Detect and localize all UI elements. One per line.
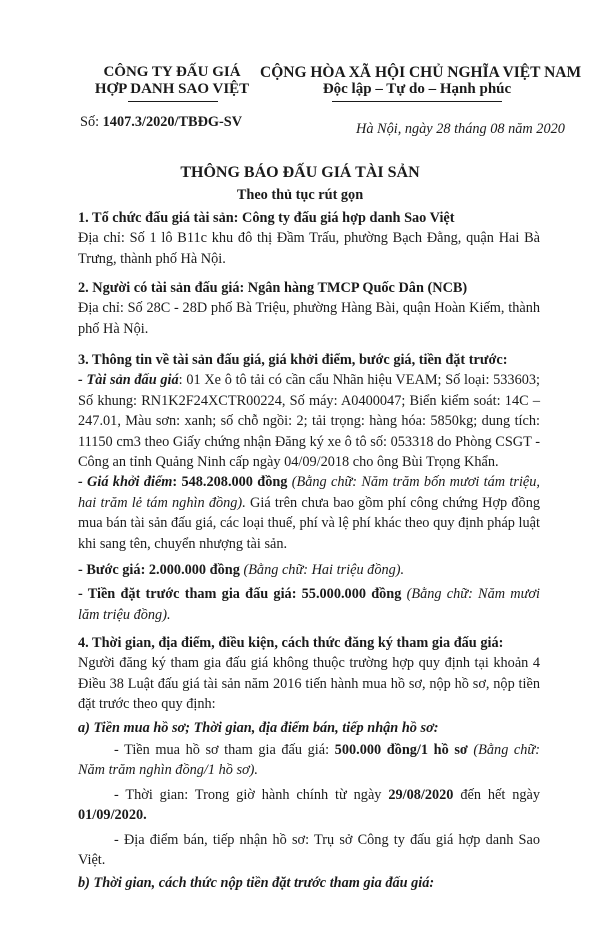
company-name-line2: HỢP DANH SAO VIỆT bbox=[94, 81, 250, 97]
section-2 bbox=[78, 278, 540, 339]
section-3 bbox=[78, 350, 540, 625]
fee-paragraph: - Tiền mua hồ sơ tham gia đấu giá: 500.000 đồng/1 hồ sơ (Bằng chữ: Năm trăm nghìn đồng/1 hồ sơ). bbox=[78, 742, 540, 779]
document-title: THÔNG BÁO ĐẤU GIÁ TÀI SẢN bbox=[180, 164, 420, 181]
section-2-address: Địa chỉ: Số 28C - 28D phố Bà Triệu, phường Hàng Bài, quận Hoàn Kiếm, thành phố Hà Nội. bbox=[78, 300, 540, 337]
national-motto: Độc lập – Tự do – Hạnh phúc bbox=[322, 81, 512, 97]
section-1-heading: 1. Tổ chức đấu giá tài sản: Công ty đấu giá hợp danh Sao Việt bbox=[78, 210, 455, 226]
document-number: Số: 1407.3/2020/TBĐG-SV bbox=[80, 114, 243, 130]
subsection-a-heading: a) Tiền mua hồ sơ; Thời gian, địa điểm bán, tiếp nhận hồ sơ: bbox=[78, 719, 439, 736]
section-4-heading: 4. Thời gian, địa điểm, điều kiện, cách thức đăng ký tham gia đấu giá: bbox=[78, 635, 504, 651]
section-1-address: Địa chỉ: Số 1 lô B11c khu đô thị Đầm Trấu, phường Bạch Đằng, quận Hai Bà Trưng, thành phố Hà Nội. bbox=[78, 230, 540, 267]
location-paragraph: - Địa điểm bán, tiếp nhận hồ sơ: Trụ sở Công ty đấu giá hợp danh Sao Việt. bbox=[78, 831, 540, 869]
section-3-heading: 3. Thông tin về tài sản đấu giá, giá khởi điểm, bước giá, tiền đặt trước: bbox=[78, 352, 508, 368]
section-4 bbox=[78, 633, 540, 894]
place-date: Hà Nội, ngày 28 tháng 08 năm 2020 bbox=[356, 121, 565, 137]
motto-underline bbox=[332, 101, 502, 102]
section-4-intro: Người đăng ký tham gia đấu giá không thuộc trường hợp quy định tại khoản 4 Điều 38 Luật đấu giá tài sản năm 2016 tiến hành mua hồ sơ, nộp hồ sơ, nộp tiền đặt trước theo quy định: bbox=[78, 655, 540, 713]
company-underline bbox=[128, 101, 218, 102]
section-2-heading: 2. Người có tài sản đấu giá: Ngân hàng TMCP Quốc Dân (NCB) bbox=[78, 280, 468, 296]
price-step-paragraph: - Bước giá: 2.000.000 đồng (Bằng chữ: Hai triệu đồng). bbox=[78, 562, 405, 579]
section-1 bbox=[78, 208, 540, 269]
subsection-b-heading: b) Thời gian, cách thức nộp tiền đặt trước tham gia đấu giá: bbox=[78, 875, 435, 892]
national-title: CỘNG HÒA XÃ HỘI CHỦ NGHĨA VIỆT NAM bbox=[260, 64, 582, 81]
company-name-line1: CÔNG TY ĐẤU GIÁ bbox=[103, 64, 241, 80]
deposit-paragraph: - Tiền đặt trước tham gia đấu giá: 55.000.000 đồng (Bằng chữ: Năm mươi lăm triệu đồng). bbox=[78, 586, 540, 623]
time-paragraph: - Thời gian: Trong giờ hành chính từ ngày 29/08/2020 đến hết ngày 01/09/2020. bbox=[78, 786, 540, 824]
document-subtitle: Theo thủ tục rút gọn bbox=[236, 187, 364, 203]
asset-paragraph: - Tài sản đấu giá: 01 Xe ô tô tải có cần cẩu Nhãn hiệu VEAM; Số loại: 533603; Số khung: RN1K2F24XCTR00224, Số máy: A0400047; Biển kiểm soát: 14C – 247.01, Màu sơn: xanh; số chỗ ngồi: 2; tải trọng: hàng hóa: 5850kg; dung tích: 11150 cm3 theo Giấy chứng nhận Đăng ký xe ô tô số: 053318 do Phòng CSGT - Công an tỉnh Quảng Ninh cấp ngày 04/09/2018 cho ông Bùi Trọng Khẩn. bbox=[78, 372, 540, 471]
start-price-paragraph: - Giá khởi điểm: 548.208.000 đồng (Bằng chữ: Năm trăm bốn mươi tám triệu, hai trăm lẻ tám nghìn đồng). Giá trên chưa bao gồm phí công chứng Hợp đồng mua bán tài sản đấu giá, các loại thuế, phí và lệ phí khác theo quy định pháp luật khi sang tên, chuyển nhượng tài sản. bbox=[78, 474, 540, 552]
